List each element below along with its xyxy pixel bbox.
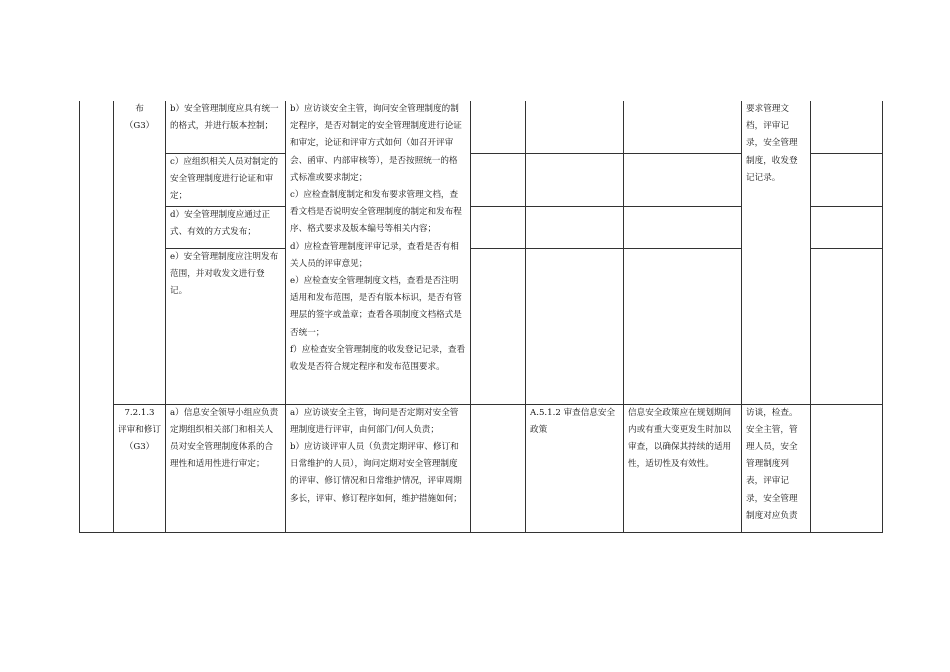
blank-cell bbox=[80, 101, 114, 532]
empty-cell bbox=[471, 248, 526, 404]
empty-cell bbox=[471, 206, 526, 248]
item-cell: 7.2.1.3 评审和修订 （G3） bbox=[114, 404, 166, 532]
empty-cell bbox=[526, 248, 624, 404]
check-cell: b）应访谈安全主管，询问安全管理制度的制定程序，是否对制定的安全管理制度进行论证和审定，论证和评审方式如何（如召开评审会、函审、内部审核等），是否按照统一的格式标准或要求制定； c）应检查制度制定和发布要求管理文档，查看文档是否说明安全管理制度的制定和发布程序、格式要求及版本编号等相关内容； d）应检查管理制度评审记录，查看是否有相关人员的评审意见； e）应检查安全管理制度文档，查看是否注明适用和发布范围，是否有版本标识，是否有管理层的签字或盖章；查看各项制度文档格式是否统一； f）应检查安全管理制度的收发登记记录，查看收发是否符合规定程序和发布范围要求。 bbox=[286, 101, 471, 404]
empty-cell bbox=[624, 248, 742, 404]
empty-cell bbox=[471, 404, 526, 532]
requirement-cell: d）安全管理制度应通过正式、有效的方式发布； bbox=[166, 206, 286, 248]
requirement-cell: a）信息安全领导小组应负责定期组织相关部门和相关人员对安全管理制度体系的合理性和适用性进行审定； bbox=[166, 404, 286, 532]
iso-text-cell: 信息安全政策应在规划期间内或有重大变更发生时加以审查，以确保其持续的适用性，适切性及有效性。 bbox=[624, 404, 742, 532]
empty-cell bbox=[624, 101, 742, 153]
empty-cell bbox=[624, 206, 742, 248]
requirement-cell: c）应组织相关人员对制定的安全管理制度进行论证和审定； bbox=[166, 153, 286, 206]
empty-cell bbox=[811, 206, 883, 248]
requirement-cell: e）安全管理制度应注明发布范围，并对收发文进行登记。 bbox=[166, 248, 286, 404]
requirement-cell: b）安全管理制度应具有统一的格式，并进行版本控制； bbox=[166, 101, 286, 153]
empty-cell bbox=[624, 153, 742, 206]
iso-reference-cell: A.5.1.2 审查信息安全政策 bbox=[526, 404, 624, 532]
empty-cell bbox=[811, 101, 883, 153]
method-cell: 访谈，检查。 安全主管，管理人员，安全管理制度列表，评审记录，安全管理制度对应负责 bbox=[742, 404, 811, 532]
empty-cell bbox=[811, 404, 883, 532]
table-row bbox=[80, 101, 883, 153]
empty-cell bbox=[471, 153, 526, 206]
table-row bbox=[80, 404, 883, 532]
empty-cell bbox=[811, 153, 883, 206]
item-cell: 布 （G3） bbox=[114, 101, 166, 404]
empty-cell bbox=[526, 101, 624, 153]
empty-cell bbox=[471, 101, 526, 153]
check-cell: a）应访谈安全主管，询问是否定期对安全管理制度进行评审，由何部门/何人负责； b）应访谈评审人员（负责定期评审、修订和日常维护的人员），询问定期对安全管理制度的评审、修订情况和日常维护情况，评审周期多长，评审、修订程序如何，维护措施如何； bbox=[286, 404, 471, 532]
empty-cell bbox=[811, 248, 883, 404]
empty-cell bbox=[526, 206, 624, 248]
method-cell: 要求管理文档，评审记录，安全管理制度，收发登记记录。 bbox=[742, 101, 811, 404]
empty-cell bbox=[526, 153, 624, 206]
evaluation-table bbox=[79, 101, 883, 533]
